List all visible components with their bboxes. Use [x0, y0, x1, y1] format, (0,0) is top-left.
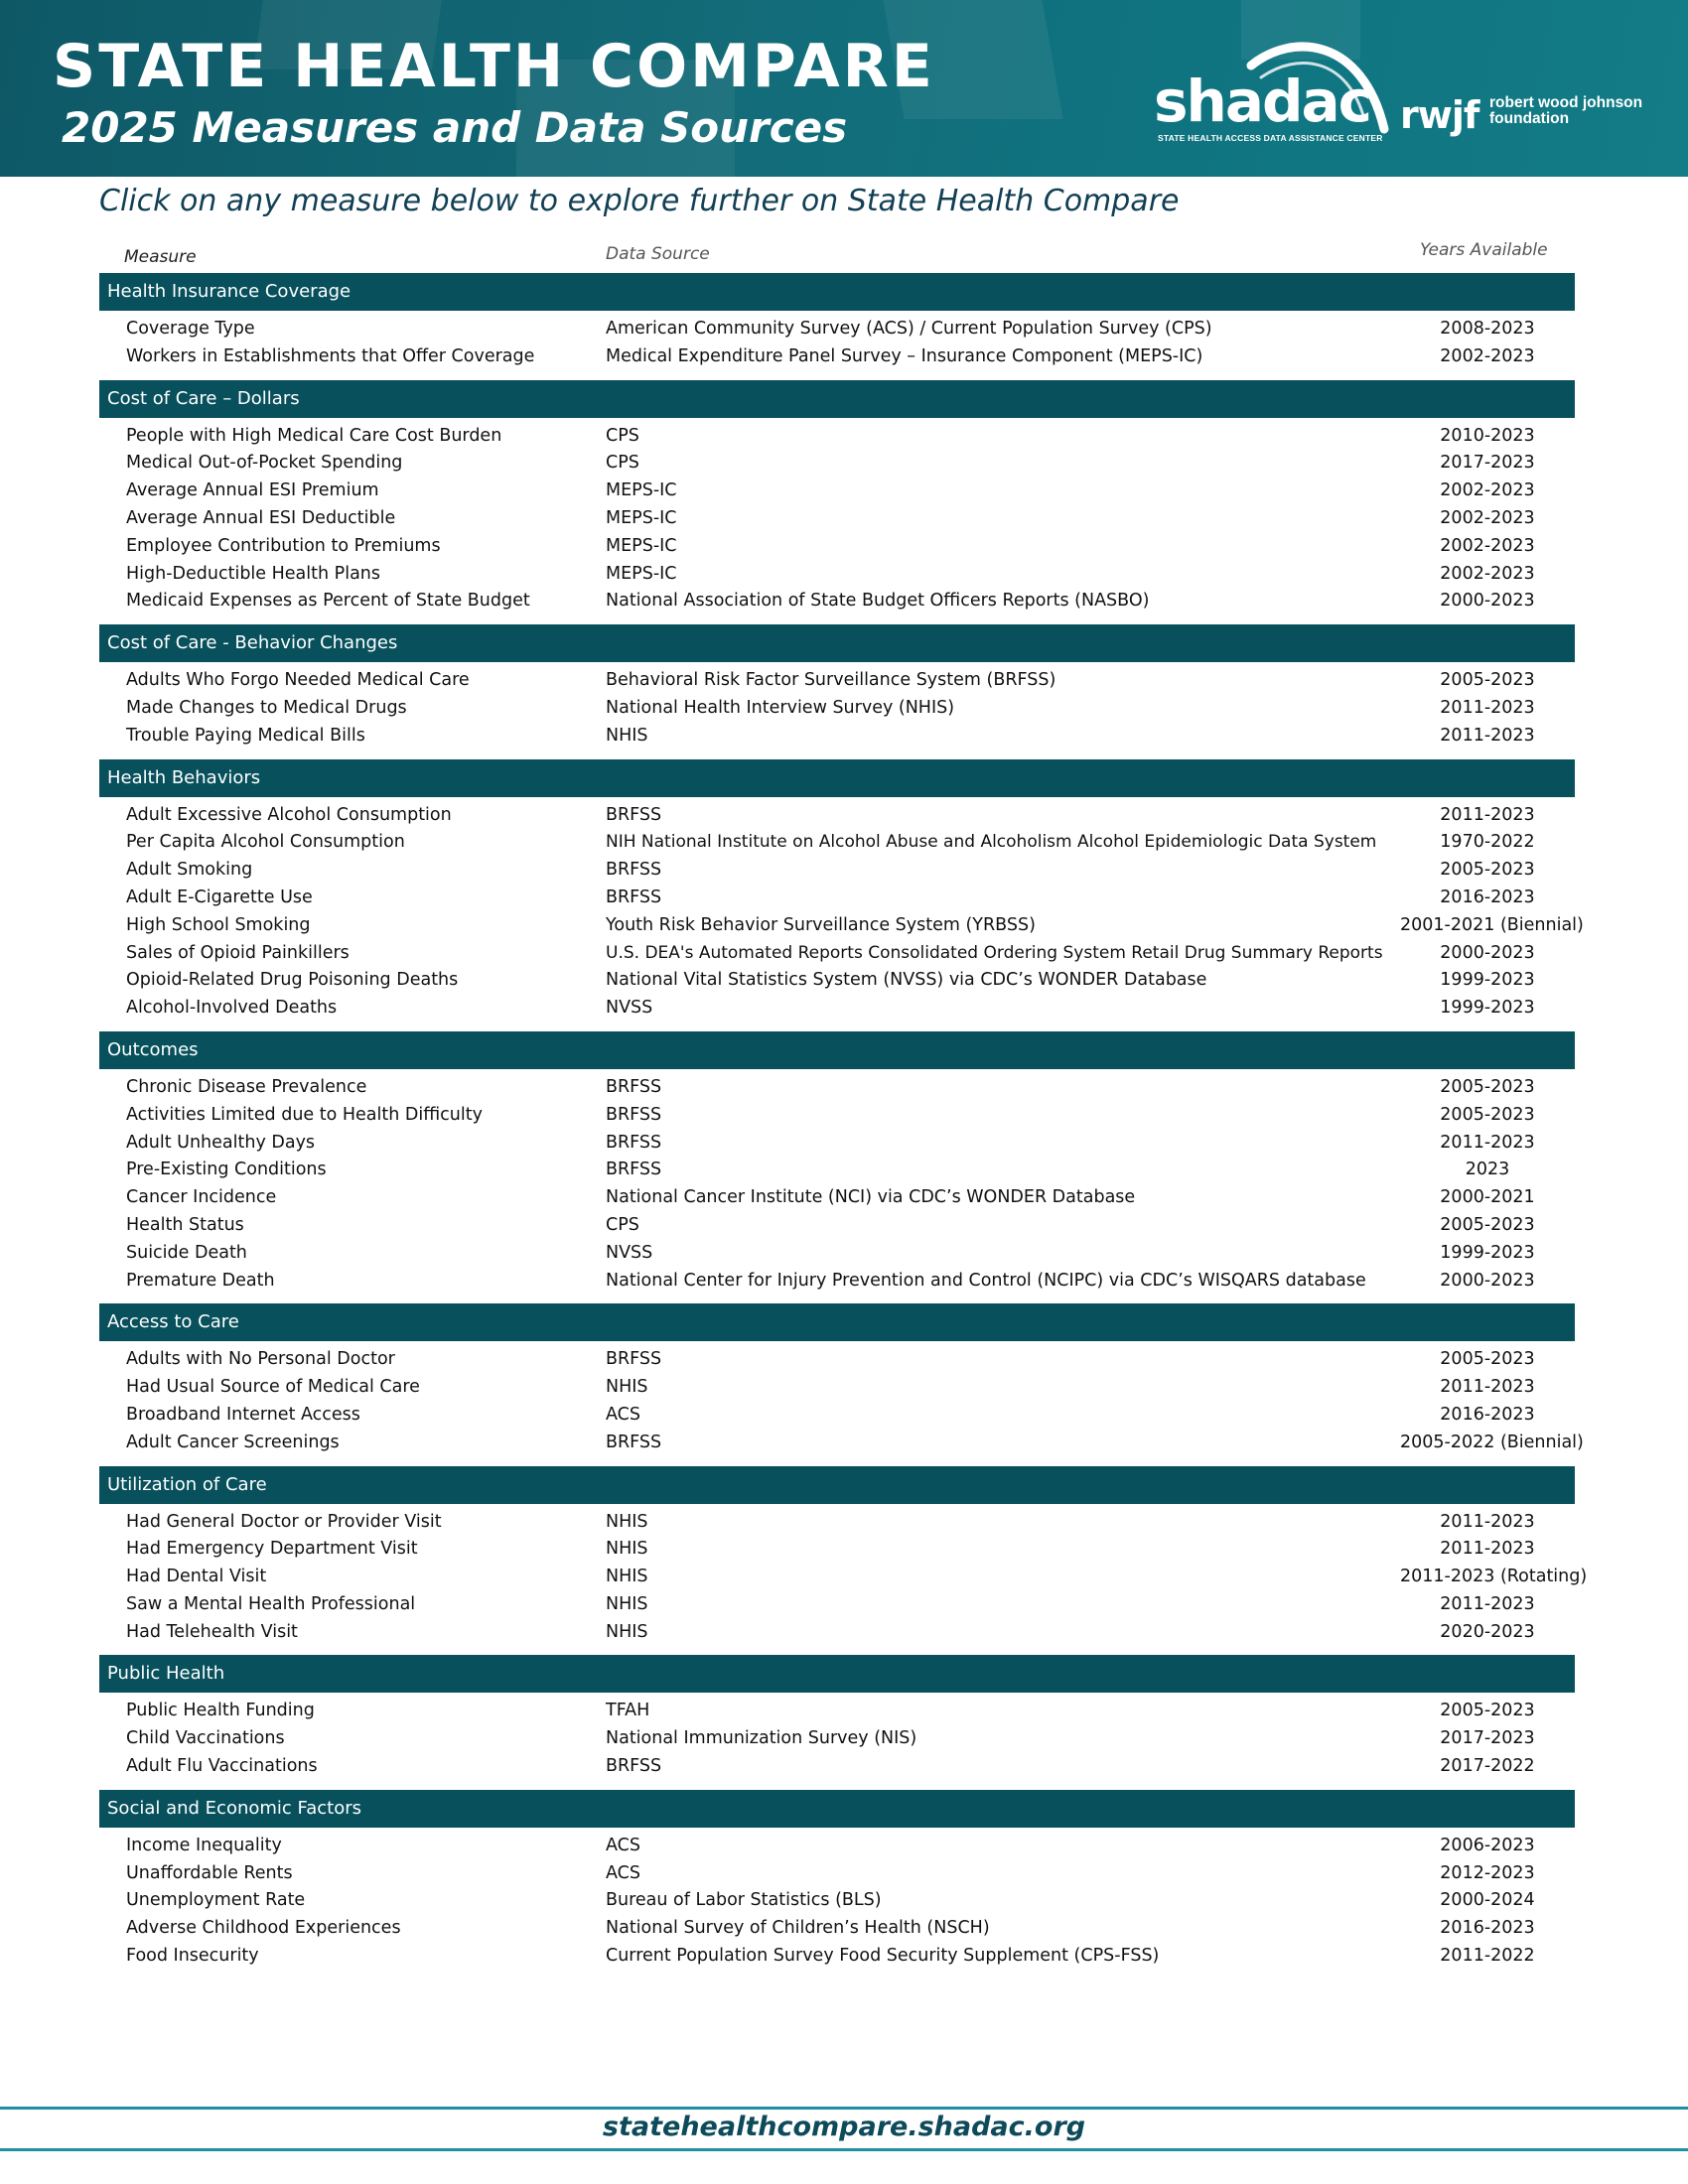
data-source-cell: U.S. DEA's Automated Reports Consolidated Ordering System Retail Drug Summary Reports — [606, 942, 1383, 963]
measure-link[interactable]: Unemployment Rate — [126, 1890, 306, 1911]
years-available-cell: 2000-2023 — [1440, 1270, 1535, 1291]
section-header: Outcomes — [99, 1031, 1575, 1069]
table-row[interactable] — [99, 1753, 1575, 1781]
measure-link[interactable]: Pre-Existing Conditions — [126, 1160, 327, 1180]
years-available-cell: 2011-2022 — [1440, 1946, 1535, 1967]
measure-link[interactable]: Sales of Opioid Painkillers — [126, 942, 350, 963]
years-available-cell: 2017-2023 — [1440, 453, 1535, 474]
table-row[interactable] — [99, 561, 1575, 589]
section-rows — [99, 797, 1584, 1026]
table-row[interactable] — [99, 1698, 1575, 1725]
section-rows — [99, 1504, 1588, 1651]
data-source-cell: National Association of State Budget Officers Reports (NASBO) — [606, 591, 1150, 612]
measures-table — [99, 238, 1588, 1975]
years-available-cell: 2011-2023 — [1440, 725, 1535, 746]
data-source-cell: NVSS — [606, 998, 653, 1019]
footer-divider-bottom — [0, 2148, 1688, 2151]
data-source-cell: National Immunization Survey (NIS) — [606, 1728, 917, 1749]
measure-link[interactable]: Had Telehealth Visit — [126, 1621, 298, 1642]
years-available-cell: 2016-2023 — [1440, 1918, 1535, 1939]
data-source-cell: MEPS-IC — [606, 507, 677, 528]
section-header: Health Insurance Coverage — [99, 273, 1575, 311]
table-row[interactable] — [99, 1268, 1575, 1296]
measure-link[interactable]: Alcohol-Involved Deaths — [126, 998, 338, 1019]
section-rows — [99, 311, 1575, 375]
measure-link[interactable]: Activities Limited due to Health Difficulty — [126, 1104, 483, 1125]
years-available-cell: 2006-2023 — [1440, 1835, 1535, 1855]
measure-link[interactable]: Adult Flu Vaccinations — [126, 1756, 318, 1777]
table-row[interactable] — [99, 423, 1575, 451]
data-source-cell: National Center for Injury Prevention and Control (NCIPC) via CDC’s WISQARS database — [606, 1270, 1366, 1291]
years-available-cell: 2017-2022 — [1440, 1756, 1535, 1777]
section-header: Social and Economic Factors — [99, 1790, 1575, 1828]
section-rows — [99, 418, 1575, 620]
section-rows — [99, 1069, 1575, 1298]
measure-link[interactable]: Opioid-Related Drug Poisoning Deaths — [126, 970, 459, 991]
data-source-cell: NHIS — [606, 1539, 648, 1560]
column-header-source: Data Source — [606, 244, 710, 264]
years-available-cell: 2005-2023 — [1440, 1701, 1535, 1721]
measure-link[interactable]: Had Emergency Department Visit — [126, 1539, 418, 1560]
data-source-cell: MEPS-IC — [606, 535, 677, 556]
measure-link[interactable]: Coverage Type — [126, 319, 255, 339]
data-source-cell: NIH National Institute on Alcohol Abuse and Alcoholism Alcohol Epidemiologic Data System — [606, 832, 1377, 853]
years-available-cell: 2011-2023 — [1440, 1132, 1535, 1153]
measure-link[interactable]: Chronic Disease Prevalence — [126, 1076, 367, 1097]
section-rows — [99, 1693, 1575, 1784]
years-available-cell: 2005-2023 — [1440, 670, 1535, 691]
measure-link[interactable]: Medicaid Expenses as Percent of State Budget — [126, 591, 530, 612]
table-row[interactable] — [99, 1725, 1575, 1753]
table-row[interactable] — [99, 912, 1584, 940]
data-source-cell: BRFSS — [606, 804, 662, 825]
instruction-text: Click on any measure below to explore further on State Health Compare — [99, 184, 1180, 218]
table-row[interactable] — [99, 1157, 1575, 1184]
measure-link[interactable]: High-Deductible Health Plans — [126, 563, 380, 584]
data-source-cell: BRFSS — [606, 887, 662, 907]
measure-link[interactable]: Adult E-Cigarette Use — [126, 887, 313, 907]
years-available-cell: 1970-2022 — [1440, 832, 1535, 853]
data-source-cell: BRFSS — [606, 1132, 662, 1153]
rwjf-name-line1: robert wood johnson — [1489, 94, 1643, 111]
data-source-cell: NHIS — [606, 1511, 648, 1532]
data-source-cell: Bureau of Labor Statistics (BLS) — [606, 1890, 882, 1911]
table-row[interactable] — [99, 695, 1575, 723]
section-rows — [99, 1341, 1584, 1460]
data-source-cell: BRFSS — [606, 860, 662, 881]
measure-link[interactable]: High School Smoking — [126, 914, 311, 935]
data-source-cell: NHIS — [606, 1593, 648, 1614]
data-source-cell: CPS — [606, 1214, 639, 1235]
table-row[interactable] — [99, 1240, 1575, 1268]
data-source-cell: NHIS — [606, 1621, 648, 1642]
rwjf-logo[interactable] — [1400, 87, 1658, 137]
years-available-cell: 2000-2024 — [1440, 1890, 1535, 1911]
table-row[interactable] — [99, 533, 1575, 561]
years-available-cell: 2002-2023 — [1440, 480, 1535, 501]
table-row[interactable] — [99, 505, 1575, 533]
data-source-cell: BRFSS — [606, 1160, 662, 1180]
data-source-cell: NVSS — [606, 1242, 653, 1263]
data-source-cell: MEPS-IC — [606, 563, 677, 584]
table-row[interactable] — [99, 829, 1575, 857]
measure-link[interactable]: Average Annual ESI Deductible — [126, 507, 396, 528]
measure-link[interactable]: Medical Out-of-Pocket Spending — [126, 453, 403, 474]
table-row[interactable] — [99, 667, 1575, 695]
data-source-cell: Current Population Survey Food Security Supplement (CPS-FSS) — [606, 1946, 1160, 1967]
years-available-cell: 2011-2023 — [1440, 804, 1535, 825]
data-source-cell: ACS — [606, 1404, 640, 1425]
measure-link[interactable]: Premature Death — [126, 1270, 275, 1291]
measure-link[interactable]: People with High Medical Care Cost Burden — [126, 425, 502, 446]
years-available-cell: 1999-2023 — [1440, 998, 1535, 1019]
years-available-cell: 2002-2023 — [1440, 563, 1535, 584]
years-available-cell: 2017-2023 — [1440, 1728, 1535, 1749]
years-available-cell: 2005-2023 — [1440, 1076, 1535, 1097]
data-source-cell: BRFSS — [606, 1432, 662, 1452]
years-available-cell: 2005-2023 — [1440, 860, 1535, 881]
section-header: Cost of Care – Dollars — [99, 380, 1575, 418]
data-source-cell: NHIS — [606, 725, 648, 746]
table-row[interactable] — [99, 1887, 1575, 1915]
years-available-cell: 2011-2023 (Rotating) — [1400, 1567, 1588, 1587]
data-source-cell: BRFSS — [606, 1076, 662, 1097]
rwjf-wordmark: rwjf — [1400, 93, 1479, 137]
years-available-cell: 2000-2021 — [1440, 1187, 1535, 1208]
data-source-cell: National Survey of Children’s Health (NSCH) — [606, 1918, 990, 1939]
data-source-cell: Youth Risk Behavior Surveillance System (YRBSS) — [606, 914, 1036, 935]
table-row[interactable] — [99, 723, 1575, 751]
measure-link[interactable]: Broadband Internet Access — [126, 1404, 360, 1425]
years-available-cell: 2023 — [1465, 1160, 1510, 1180]
years-available-cell: 2016-2023 — [1440, 887, 1535, 907]
column-header-measure: Measure — [124, 247, 197, 267]
data-source-cell: National Health Interview Survey (NHIS) — [606, 697, 955, 718]
data-source-cell: CPS — [606, 453, 639, 474]
measure-link[interactable]: Child Vaccinations — [126, 1728, 285, 1749]
years-available-cell: 2011-2023 — [1440, 1539, 1535, 1560]
measure-link[interactable]: Unaffordable Rents — [126, 1862, 293, 1883]
footer-divider-top — [0, 2107, 1688, 2110]
measure-link[interactable]: Adult Cancer Screenings — [126, 1432, 340, 1452]
table-row[interactable] — [99, 1346, 1575, 1374]
measure-link[interactable]: Adults Who Forgo Needed Medical Care — [126, 670, 470, 691]
section-header: Health Behaviors — [99, 759, 1575, 797]
table-row[interactable] — [99, 967, 1575, 995]
table-row[interactable] — [99, 885, 1575, 912]
table-row[interactable] — [99, 1130, 1575, 1158]
years-available-cell: 2000-2023 — [1440, 942, 1535, 963]
years-available-cell: 2016-2023 — [1440, 1404, 1535, 1425]
measure-link[interactable]: Saw a Mental Health Professional — [126, 1593, 416, 1614]
shadac-logo[interactable] — [1154, 38, 1382, 147]
years-available-cell: 2020-2023 — [1440, 1621, 1535, 1642]
years-available-cell: 2011-2023 — [1440, 697, 1535, 718]
years-available-cell: 2001-2021 (Biennial) — [1400, 914, 1584, 935]
table-row[interactable] — [99, 1402, 1575, 1430]
table-row[interactable] — [99, 1591, 1575, 1619]
table-row[interactable] — [99, 1074, 1575, 1102]
measure-link[interactable]: Adult Excessive Alcohol Consumption — [126, 804, 452, 825]
data-source-cell: TFAH — [606, 1701, 650, 1721]
measure-link[interactable]: Public Health Funding — [126, 1701, 315, 1721]
table-row[interactable] — [99, 1833, 1575, 1860]
table-row[interactable] — [99, 1102, 1575, 1130]
table-row[interactable] — [99, 1509, 1575, 1537]
table-row[interactable] — [99, 995, 1575, 1023]
years-available-cell: 2011-2023 — [1440, 1377, 1535, 1398]
section-header: Access to Care — [99, 1303, 1575, 1341]
measure-link[interactable]: Health Status — [126, 1214, 244, 1235]
measure-link[interactable]: Made Changes to Medical Drugs — [126, 697, 407, 718]
measure-link[interactable]: Adverse Childhood Experiences — [126, 1918, 401, 1939]
data-source-cell: CPS — [606, 425, 639, 446]
years-available-cell: 2011-2023 — [1440, 1593, 1535, 1614]
years-available-cell: 1999-2023 — [1440, 1242, 1535, 1263]
measure-link[interactable]: Cancer Incidence — [126, 1187, 277, 1208]
measure-link[interactable]: Suicide Death — [126, 1242, 247, 1263]
data-source-cell: Medical Expenditure Panel Survey – Insurance Component (MEPS-IC) — [606, 345, 1203, 366]
column-header-years: Years Available — [1420, 240, 1548, 260]
table-row[interactable] — [99, 1564, 1588, 1591]
data-source-cell: NHIS — [606, 1377, 648, 1398]
measure-link[interactable]: Average Annual ESI Premium — [126, 480, 379, 501]
header-banner — [0, 0, 1688, 177]
years-available-cell: 2005-2023 — [1440, 1214, 1535, 1235]
data-source-cell: ACS — [606, 1862, 640, 1883]
data-source-cell: National Cancer Institute (NCI) via CDC’s WONDER Database — [606, 1187, 1136, 1208]
footer-url-link[interactable]: statehealthcompare.shadac.org — [602, 2112, 1086, 2142]
table-row[interactable] — [99, 940, 1575, 968]
measure-link[interactable]: Had Dental Visit — [126, 1567, 267, 1587]
table-row[interactable] — [99, 1430, 1584, 1457]
years-available-cell: 2005-2023 — [1440, 1104, 1535, 1125]
data-source-cell: National Vital Statistics System (NVSS) via CDC’s WONDER Database — [606, 970, 1207, 991]
table-row[interactable] — [99, 478, 1575, 505]
sections-container — [99, 273, 1588, 1975]
years-available-cell: 2005-2022 (Biennial) — [1400, 1432, 1584, 1452]
table-row[interactable] — [99, 450, 1575, 478]
years-available-cell: 2002-2023 — [1440, 535, 1535, 556]
years-available-cell: 2005-2023 — [1440, 1349, 1535, 1370]
data-source-cell: MEPS-IC — [606, 480, 677, 501]
table-row[interactable] — [99, 1184, 1575, 1212]
measure-link[interactable]: Had General Doctor or Provider Visit — [126, 1511, 442, 1532]
table-row[interactable] — [99, 857, 1575, 885]
measure-link[interactable]: Trouble Paying Medical Bills — [126, 725, 365, 746]
years-available-cell: 2002-2023 — [1440, 507, 1535, 528]
data-source-cell: NHIS — [606, 1567, 648, 1587]
data-source-cell: BRFSS — [606, 1756, 662, 1777]
measure-link[interactable]: Adults with No Personal Doctor — [126, 1349, 395, 1370]
table-row[interactable] — [99, 1536, 1575, 1564]
measure-link[interactable]: Food Insecurity — [126, 1946, 259, 1967]
table-row[interactable] — [99, 1943, 1575, 1971]
section-header: Public Health — [99, 1655, 1575, 1693]
measure-link[interactable]: Had Usual Source of Medical Care — [126, 1377, 420, 1398]
measure-link[interactable]: Workers in Establishments that Offer Coverage — [126, 345, 535, 366]
data-source-cell: ACS — [606, 1835, 640, 1855]
measure-link[interactable]: Income Inequality — [126, 1835, 282, 1855]
section-header: Cost of Care - Behavior Changes — [99, 624, 1575, 662]
table-row[interactable] — [99, 1619, 1575, 1647]
years-available-cell: 2012-2023 — [1440, 1862, 1535, 1883]
years-available-cell: 2002-2023 — [1440, 345, 1535, 366]
table-row[interactable] — [99, 802, 1575, 830]
table-row[interactable] — [99, 1915, 1575, 1943]
rwjf-foundation-name — [1489, 95, 1642, 127]
data-source-cell: BRFSS — [606, 1349, 662, 1370]
table-row[interactable] — [99, 1212, 1575, 1240]
measure-link[interactable]: Adult Smoking — [126, 860, 253, 881]
page-title: STATE HEALTH COMPARE — [53, 32, 935, 101]
years-available-cell: 2008-2023 — [1440, 319, 1535, 339]
table-row[interactable] — [99, 588, 1575, 615]
shadac-wordmark: shadac — [1154, 68, 1370, 135]
years-available-cell: 1999-2023 — [1440, 970, 1535, 991]
measure-link[interactable]: Employee Contribution to Premiums — [126, 535, 441, 556]
section-rows — [99, 1828, 1575, 1975]
table-row[interactable] — [99, 1374, 1575, 1402]
data-source-cell: Behavioral Risk Factor Surveillance System (BRFSS) — [606, 670, 1056, 691]
column-headers — [99, 238, 1575, 268]
measure-link[interactable]: Per Capita Alcohol Consumption — [126, 832, 405, 853]
table-row[interactable] — [99, 343, 1575, 371]
rwjf-name-line2: foundation — [1489, 110, 1570, 127]
measure-link[interactable]: Adult Unhealthy Days — [126, 1132, 316, 1153]
table-row[interactable] — [99, 1860, 1575, 1888]
data-source-cell: BRFSS — [606, 1104, 662, 1125]
data-source-cell: American Community Survey (ACS) / Current Population Survey (CPS) — [606, 319, 1212, 339]
table-row[interactable] — [99, 316, 1575, 343]
section-header: Utilization of Care — [99, 1466, 1575, 1504]
section-rows — [99, 662, 1575, 753]
years-available-cell: 2011-2023 — [1440, 1511, 1535, 1532]
page-subtitle: 2025 Measures and Data Sources — [62, 103, 848, 152]
years-available-cell: 2010-2023 — [1440, 425, 1535, 446]
shadac-tagline: STATE HEALTH ACCESS DATA ASSISTANCE CENTER — [1158, 133, 1383, 143]
years-available-cell: 2000-2023 — [1440, 591, 1535, 612]
